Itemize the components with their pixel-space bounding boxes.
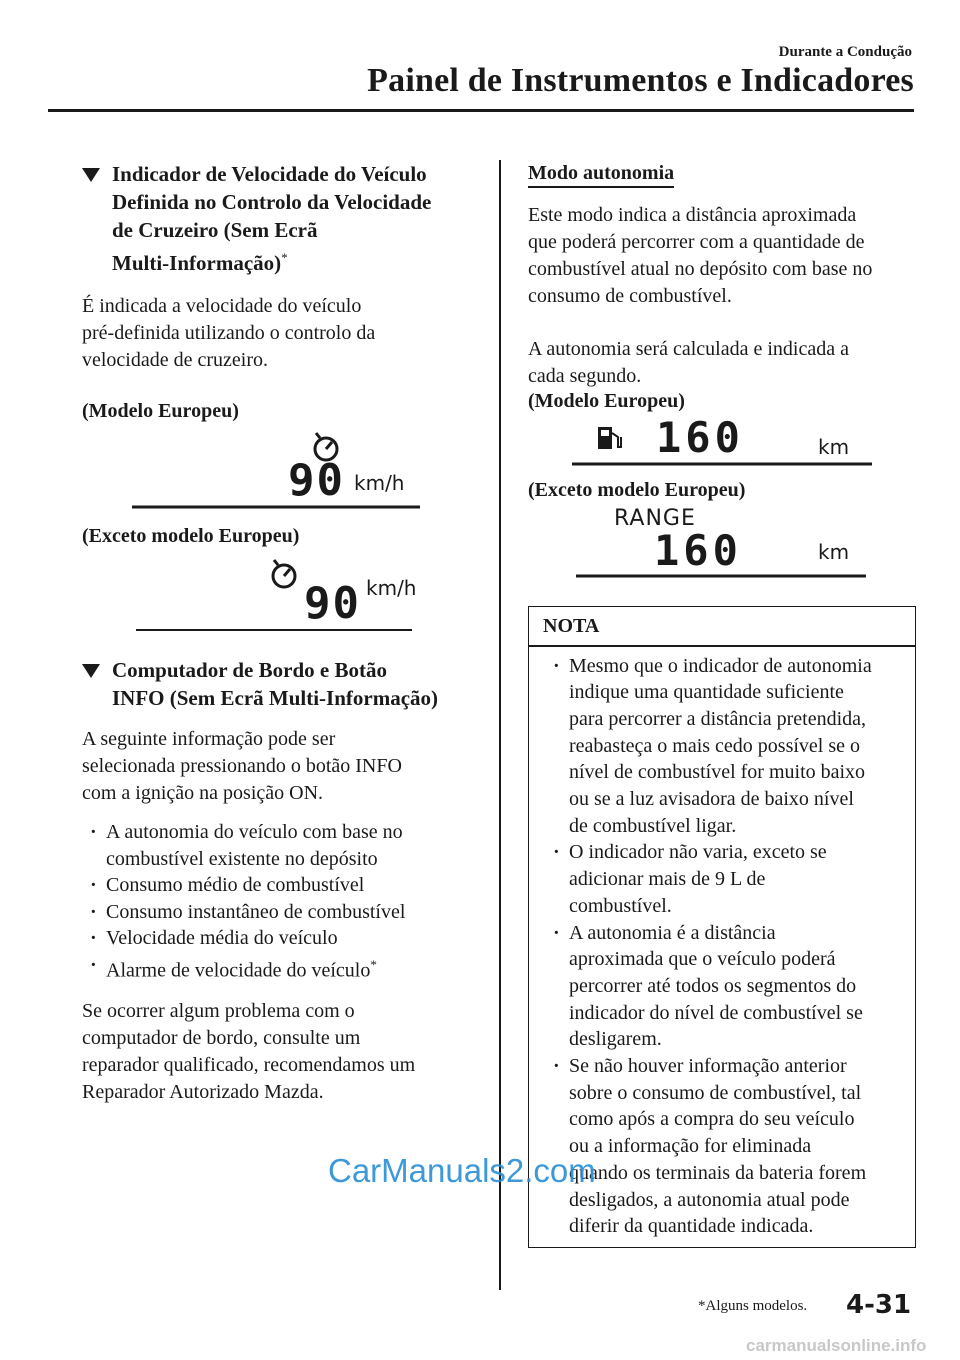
range-mode-paragraph-2: A autonomia será calculada e indicada a cada segundo. xyxy=(528,338,849,387)
column-divider xyxy=(499,160,501,1290)
section-cruise-speed-heading xyxy=(82,160,482,277)
triangle-marker-icon xyxy=(82,664,100,678)
range-mode-paragraph-1: Este modo indica a distância aproximada que poderá percorrer com a quantidade de combustível atual no depósito com base no consumo de combustível. xyxy=(528,204,873,307)
heading-line: de Cruzeiro (Sem Ecrã xyxy=(112,218,318,242)
range-unit: km xyxy=(818,540,850,564)
heading-line: Definida no Controlo da Velocidade xyxy=(112,190,432,214)
footnote: *Alguns modelos. xyxy=(698,1298,808,1314)
right-column xyxy=(528,162,916,1248)
triangle-marker-icon xyxy=(82,168,100,182)
list-item: · Consumo instantâneo de combustível xyxy=(82,899,482,926)
speed-value: 90 xyxy=(288,455,345,506)
cruise-display-svg-2 xyxy=(82,548,482,636)
cruise-display-svg xyxy=(82,423,482,515)
label-european-model: (Modelo Europeu) xyxy=(528,390,685,412)
speed-value: 90 xyxy=(304,578,361,629)
left-column xyxy=(82,160,482,1106)
header-divider xyxy=(48,109,914,112)
range-display-european xyxy=(528,413,916,469)
heading-line: Computador de Bordo e Botão xyxy=(112,658,387,682)
note-list xyxy=(529,647,915,1240)
cruise-speed-paragraph: É indicada a velocidade do veículo pré-definida utilizando o controlo da velocidade de cruzeiro. xyxy=(82,295,376,371)
list-item: · Se não houver informação anterior sobre o consumo de combustível, tal como após a compra do seu veículo ou a informação for eliminada quando os terminais da bateria forem desligados, a autonomia atual pode diferir da quantidade indicada. xyxy=(545,1053,905,1240)
trip-computer-outro: Se ocorrer algum problema com o computador de bordo, consulte um reparador qualificado, recomendamos um Reparador Autorizado Mazda. xyxy=(82,999,416,1103)
list-item: · A autonomia do veículo com base no combustível existente no depósito xyxy=(82,819,482,872)
heading-line: INFO (Sem Ecrã Multi-Informação) xyxy=(112,686,439,710)
range-display-other xyxy=(528,502,916,580)
cruise-speed-display-other xyxy=(82,548,482,636)
cruise-speed-display-european xyxy=(82,423,482,515)
note-title: NOTA xyxy=(543,615,600,637)
range-mode-heading: Modo autonomia xyxy=(528,162,674,188)
range-label: RANGE xyxy=(614,506,696,531)
heading-line: Indicador de Velocidade do Veículo xyxy=(112,162,427,186)
label-other-models: (Exceto modelo Europeu) xyxy=(528,479,746,501)
trip-computer-intro: A seguinte informação pode ser selecionada pressionando o botão INFO com a ignição na posição ON. xyxy=(82,728,402,804)
trip-computer-list xyxy=(82,819,482,984)
label-european-model: (Modelo Europeu) xyxy=(82,400,239,422)
section-trip-computer-heading xyxy=(82,656,482,712)
range-value: 160 xyxy=(656,413,744,462)
section-title: Painel de Instrumentos e Indicadores xyxy=(367,62,914,99)
fuel-pump-icon xyxy=(598,427,621,449)
cruise-speed-icon xyxy=(273,560,295,587)
range-unit: km xyxy=(818,435,850,459)
list-item: · A autonomia é a distância aproximada que o veículo poderá percorrer até todos os segmentos do indicador do nível de combustível se desligarem. xyxy=(545,920,905,1054)
watermark-logo: CarManuals2.com xyxy=(328,1152,596,1189)
page-number: 4-31 xyxy=(846,1290,912,1320)
list-item: · Velocidade média do veículo xyxy=(82,925,482,952)
heading-line: Multi-Informação)* xyxy=(112,250,288,275)
speed-unit: km/h xyxy=(354,471,405,495)
chapter-title: Durante a Condução xyxy=(778,44,912,60)
list-item: · Mesmo que o indicador de autonomia indique uma quantidade suficiente para percorrer a distância pretendida, reabasteça o mais cedo possível se o nível de combustível for muito baixo ou se a luz avisadora de baixo nível de combustível ligar. xyxy=(545,653,905,840)
range-value: 160 xyxy=(654,526,742,575)
list-item: · O indicador não varia, exceto se adicionar mais de 9 L de combustível. xyxy=(545,839,905,919)
watermark-site: carmanualsonline.info xyxy=(746,1336,927,1355)
list-item: · Alarme de velocidade do veículo* xyxy=(82,952,482,984)
label-other-models: (Exceto modelo Europeu) xyxy=(82,525,300,547)
speed-unit: km/h xyxy=(366,576,417,600)
list-item: · Consumo médio de combustível xyxy=(82,872,482,899)
